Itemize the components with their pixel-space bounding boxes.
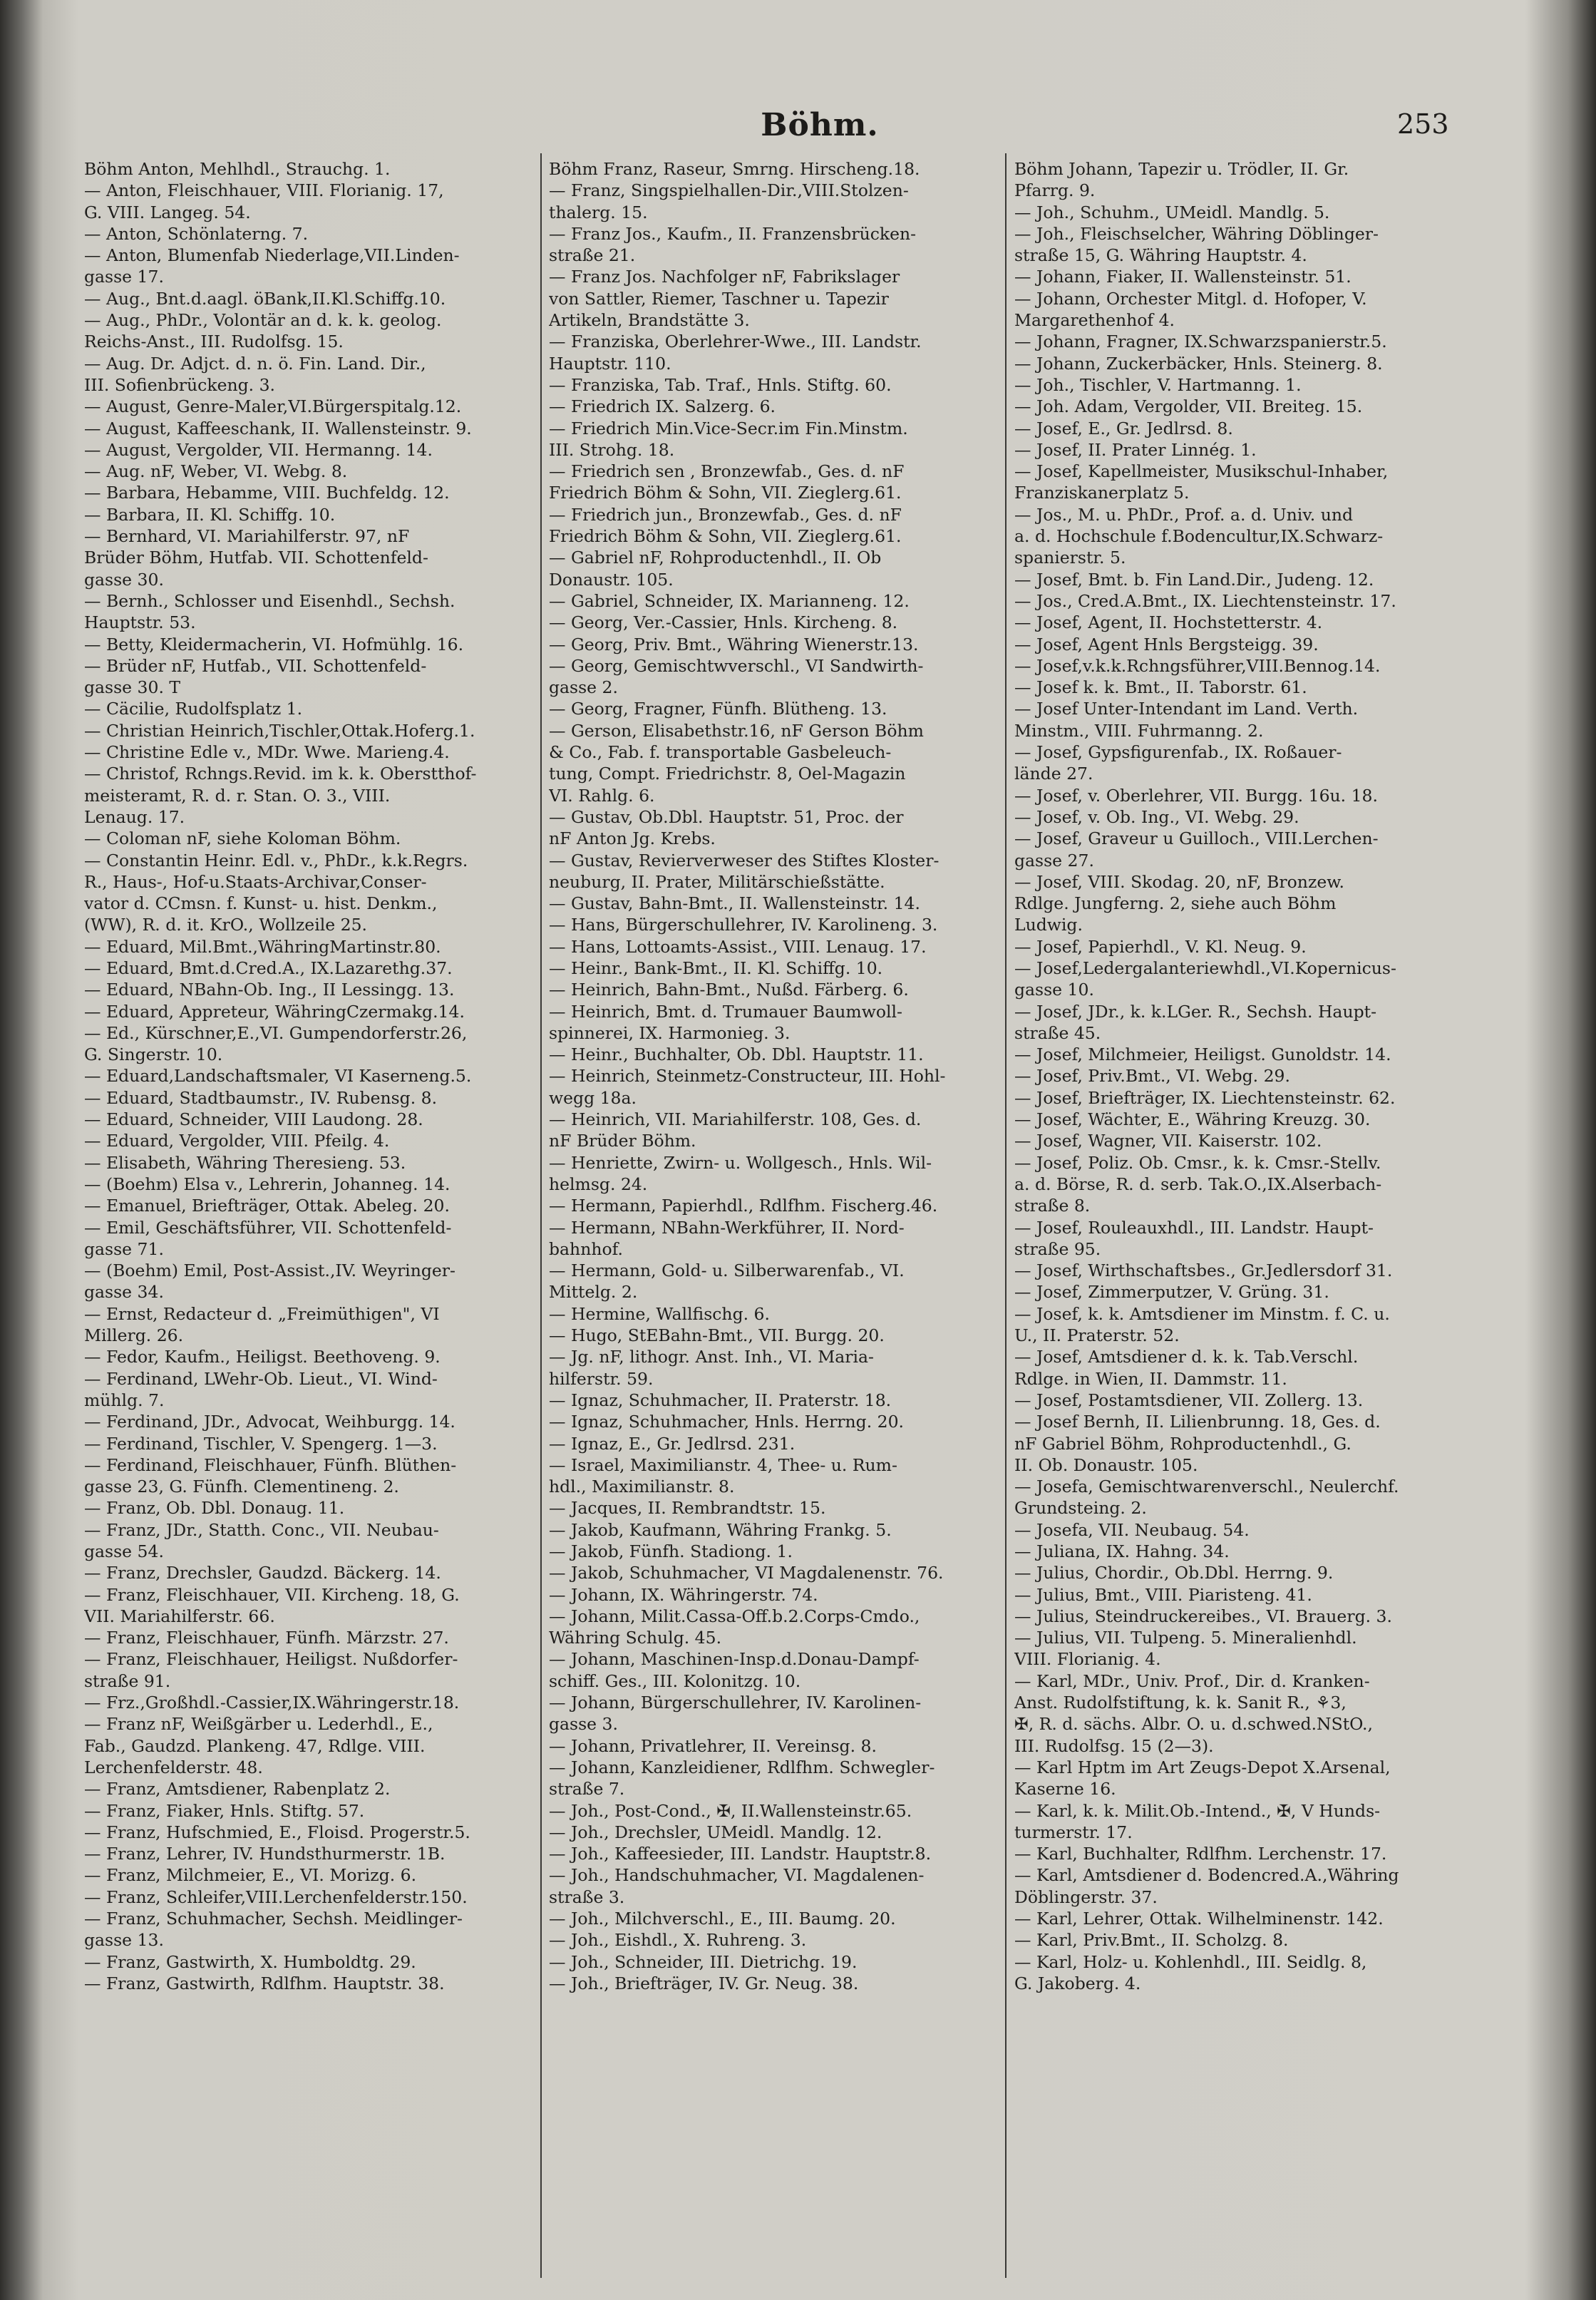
directory-entry-line: Böhm Anton, Mehlhdl., Strauchg. 1. [84, 159, 391, 179]
directory-entry-line: Hauptstr. 53. [84, 612, 196, 633]
directory-entry-line: — Josef, Wächter, E., Währing Kreuzg. 30. [1014, 1109, 1371, 1130]
directory-entry-line: — Gabriel nF, Rohproductenhdl., II. Ob [549, 548, 882, 568]
directory-entry-line: — Joh., Milchverschl., E., III. Baumg. 20. [549, 1909, 896, 1929]
directory-entry-line: VII. Mariahilferstr. 66. [84, 1606, 275, 1626]
directory-entry-line: — Johann, Bürgerschullehrer, IV. Karolinen- [549, 1693, 922, 1713]
directory-entry-line: — Jakob, Fünfh. Stadiong. 1. [549, 1541, 793, 1561]
directory-entry-line: — Anton, Fleischhauer, VIII. Florianig. 17, [84, 180, 444, 201]
directory-entry-line: Rdlge. Jungferng. 2, siehe auch Böhm [1014, 893, 1337, 914]
directory-entry-line: — Cäcilie, Rudolfsplatz 1. [84, 699, 303, 719]
directory-entry-line: — Heinrich, Steinmetz-Constructeur, III. Hohl- [549, 1066, 946, 1087]
directory-entry-line: — Josef, Rouleauxhdl., III. Landstr. Haupt- [1014, 1217, 1374, 1238]
directory-entry-line: — Franz, Ob. Dbl. Donaug. 11. [84, 1498, 345, 1519]
directory-entry-line: — Franz, Gastwirth, Rdlfhm. Hauptstr. 38. [84, 1973, 445, 1993]
directory-entry-line: — Franz, Gastwirth, X. Humboldtg. 29. [84, 1951, 416, 1972]
directory-entry-line: — Ferdinand, Fleischhauer, Fünfh. Blüthen- [84, 1454, 457, 1475]
directory-entry-line: — Coloman nF, siehe Koloman Böhm. [84, 828, 401, 849]
directory-entry-line: (WW), R. d. it. KrO., Wollzeile 25. [84, 915, 367, 935]
directory-entry-line: — Josef, Agent Hnls Bergsteigg. 39. [1014, 634, 1319, 654]
directory-entry-line: Rdlge. in Wien, II. Dammstr. 11. [1014, 1368, 1287, 1389]
directory-entry-line: VI. Rahlg. 6. [549, 785, 655, 806]
directory-entry-line: — Jg. nF, lithogr. Anst. Inh., VI. Maria- [549, 1347, 874, 1367]
directory-entry-line: — Christof, Rchngs.Revid. im k. k. Oberstthof- [84, 764, 477, 784]
directory-entry-line: — Franz nF, Weißgärber u. Lederhdl., E., [84, 1714, 433, 1735]
directory-entry-line: — Josef, Milchmeier, Heiligst. Gunoldstr. 14. [1014, 1044, 1391, 1065]
directory-entry-line: — Brüder nF, Hutfab., VII. Schottenfeld- [84, 655, 427, 676]
directory-entry-line: — Georg, Fragner, Fünfh. Blütheng. 13. [549, 699, 887, 719]
directory-entry-line: — Josef k. k. Bmt., II. Taborstr. 61. [1014, 677, 1307, 698]
directory-entry-line: schiff. Ges., III. Kolonitzg. 10. [549, 1670, 801, 1691]
directory-entry-line: — Josef, E., Gr. Jedlrsd. 8. [1014, 418, 1233, 438]
directory-entry-line: — Eduard, Bmt.d.Cred.A., IX.Lazarethg.37. [84, 958, 453, 978]
directory-entry-line: — Hans, Lottoamts-Assist., VIII. Lenaug. 17. [549, 936, 927, 957]
directory-entry-line: — Julius, Bmt., VIII. Piaristeng. 41. [1014, 1584, 1312, 1605]
directory-entry-line: — Ignaz, E., Gr. Jedlrsd. 231. [549, 1433, 796, 1454]
directory-entry-line: — Eduard, Appreteur, WähringCzermakg.14. [84, 1001, 465, 1022]
directory-entry-line: gasse 13. [84, 1930, 164, 1951]
directory-entry-line: — Friedrich sen , Bronzewfab., Ges. d. nF [549, 461, 905, 482]
directory-entry-line: gasse 30. T [84, 677, 181, 698]
directory-entry-line: — Franz, JDr., Statth. Conc., VII. Neubau- [84, 1519, 439, 1540]
directory-entry-line: — Joh., Eishdl., X. Ruhreng. 3. [549, 1930, 807, 1951]
directory-entry-line: — Anton, Blumenfab Niederlage,VII.Linden- [84, 245, 460, 266]
directory-entry-line: — Georg, Priv. Bmt., Währing Wienerstr.13. [549, 634, 919, 654]
directory-entry-line: spinnerei, IX. Harmonieg. 3. [549, 1022, 791, 1043]
directory-entry-line: — Friedrich Min.Vice-Secr.im Fin.Minstm. [549, 418, 908, 438]
directory-entry-line: — Joh., Drechsler, UMeidl. Mandlg. 12. [549, 1822, 882, 1842]
directory-entry-line: nF Gabriel Böhm, Rohproductenhdl., G. [1014, 1433, 1352, 1454]
directory-entry-line: — Josef, VIII. Skodag. 20, nF, Bronzew. [1014, 871, 1345, 892]
directory-entry-line: helmsg. 24. [549, 1174, 648, 1194]
directory-entry-line: Ludwig. [1014, 915, 1083, 935]
directory-entry-line: & Co., Fab. f. transportable Gasbeleuch- [549, 742, 892, 763]
directory-entry-line: — Joh., Handschuhmacher, VI. Magdalenen- [549, 1865, 925, 1886]
column-divider [540, 153, 542, 2278]
directory-entry-line: bahnhof. [549, 1238, 623, 1259]
directory-entry-line: — August, Vergolder, VII. Hermanng. 14. [84, 439, 433, 460]
directory-entry-line: — Johann, Maschinen-Insp.d.Donau-Dampf- [549, 1649, 920, 1670]
page-number: 253 [1397, 108, 1449, 140]
directory-entry-line: — Barbara, II. Kl. Schiffg. 10. [84, 504, 336, 525]
directory-entry-line: — Josef, Briefträger, IX. Liechtensteinstr. 62. [1014, 1087, 1396, 1108]
directory-entry-line: — Karl, Amtsdiener d. Bodencred.A.,Währing [1014, 1865, 1399, 1886]
directory-entry-line: — Aug. Dr. Adjct. d. n. ö. Fin. Land. Dir., [84, 353, 426, 374]
directory-entry-line: — Karl, Holz- u. Kohlenhdl., III. Seidlg. 8, [1014, 1951, 1367, 1972]
directory-entry-line: — Julius, Steindruckereibes., VI. Brauerg. 3. [1014, 1606, 1392, 1626]
directory-entry-line: — Hugo, StEBahn-Bmt., VII. Burgg. 20. [549, 1325, 885, 1346]
directory-entry-line: — Constantin Heinr. Edl. v., PhDr., k.k.Regrs. [84, 850, 468, 871]
directory-entry-line: lände 27. [1014, 764, 1093, 784]
directory-entry-line: — Josef, Bmt. b. Fin Land.Dir., Judeng. 12. [1014, 569, 1374, 590]
directory-entry-line: gasse 3. [549, 1714, 618, 1735]
directory-entry-line: — Betty, Kleidermacherin, VI. Hofmühlg. 16. [84, 634, 464, 654]
directory-entry-line: — Franz, Lehrer, IV. Hundsthurmerstr. 1B. [84, 1844, 446, 1864]
directory-entry-line: a. d. Hochschule f.Bodencultur,IX.Schwarz- [1014, 526, 1384, 547]
directory-entry-line: von Sattler, Riemer, Taschner u. Tapezir [549, 288, 889, 309]
directory-entry-line: — Josef, Gypsfigurenfab., IX. Roßauer- [1014, 742, 1342, 763]
directory-entry-line: — Josef, Papierhdl., V. Kl. Neug. 9. [1014, 936, 1307, 957]
directory-entry-line: — Gabriel, Schneider, IX. Marianneng. 12. [549, 590, 910, 611]
directory-entry-line: Lerchenfelderstr. 48. [84, 1757, 263, 1777]
directory-entry-line: — Joh., Briefträger, IV. Gr. Neug. 38. [549, 1973, 859, 1993]
directory-entry-line: straße 8. [1014, 1196, 1091, 1216]
directory-entry-line: — Jakob, Kaufmann, Währing Frankg. 5. [549, 1519, 892, 1540]
directory-entry-line: — Franz Jos. Nachfolger nF, Fabrikslager [549, 267, 900, 287]
directory-entry-line: ✠, R. d. sächs. Albr. O. u. d.schwed.NStO., [1014, 1714, 1373, 1735]
directory-entry-line: — Julius, Chordir., Ob.Dbl. Herrng. 9. [1014, 1563, 1334, 1583]
directory-entry-line: straße 95. [1014, 1238, 1101, 1259]
directory-entry-line: — Johann, Orchester Mitgl. d. Hofoper, V. [1014, 288, 1367, 309]
directory-entry-line: — Johann, IX. Währingerstr. 74. [549, 1584, 818, 1605]
directory-entry-line: straße 3. [549, 1886, 625, 1907]
directory-entry-line: — Johann, Privatlehrer, II. Vereinsg. 8. [549, 1735, 877, 1756]
directory-entry-line: — Josef, Postamtsdiener, VII. Zollerg. 13. [1014, 1390, 1364, 1410]
directory-entry-line: — Fedor, Kaufm., Heiligst. Beethoveng. 9. [84, 1347, 441, 1367]
directory-entry-line: — August, Genre-Maler,VI.Bürgerspitalg.12. [84, 396, 462, 417]
directory-entry-line: — Georg, Gemischtwverschl., VI Sandwirth- [549, 655, 924, 676]
directory-entry-line: — Emil, Geschäftsführer, VII. Schottenfeld- [84, 1217, 452, 1238]
directory-entry-line: — Franz, Fiaker, Hnls. Stiftg. 57. [84, 1800, 365, 1821]
directory-entry-line: Minstm., VIII. Fuhrmanng. 2. [1014, 720, 1264, 741]
directory-entry-line: — Franz, Fleischhauer, VII. Kircheng. 18, G. [84, 1584, 460, 1605]
directory-entry-line: — Johann, Fragner, IX.Schwarzspanierstr.5. [1014, 332, 1387, 352]
directory-entry-line: — Joh., Tischler, V. Hartmanng. 1. [1014, 374, 1302, 395]
directory-entry-line: — Franziska, Oberlehrer-Wwe., III. Landstr. [549, 332, 922, 352]
directory-entry-line: — Josef, Agent, II. Hochstetterstr. 4. [1014, 612, 1323, 633]
directory-entry-line: thalerg. 15. [549, 202, 648, 222]
directory-entry-line: — Franz, Drechsler, Gaudzd. Bäckerg. 14. [84, 1563, 441, 1583]
directory-entry-line: — Ferdinand, JDr., Advocat, Weihburgg. 14. [84, 1412, 455, 1432]
directory-entry-line: — Josefa, Gemischtwarenverschl., Neulerchf. [1014, 1477, 1399, 1497]
directory-entry-line: hdl., Maximilianstr. 8. [549, 1477, 735, 1497]
directory-entry-line: — Gerson, Elisabethstr.16, nF Gerson Böhm [549, 720, 924, 741]
directory-entry-line: — Joh., Post-Cond., ✠, II.Wallensteinstr.65. [549, 1800, 912, 1821]
directory-entry-line: — Joh., Schneider, III. Dietrichg. 19. [549, 1951, 858, 1972]
directory-entry-line: — Aug., PhDr., Volontär an d. k. k. geolog. [84, 310, 442, 331]
directory-entry-line: U., II. Praterstr. 52. [1014, 1325, 1180, 1346]
directory-entry-line: — Josef Unter-Intendant im Land. Verth. [1014, 699, 1359, 719]
directory-entry-line: — Hermann, Gold- u. Silberwarenfab., VI. [549, 1261, 905, 1281]
directory-entry-line: Böhm Franz, Raseur, Smrng. Hirscheng.18. [549, 159, 920, 179]
directory-entry-line: VIII. Florianig. 4. [1014, 1649, 1161, 1670]
directory-entry-line: — Jacques, II. Rembrandtstr. 15. [549, 1498, 826, 1519]
directory-entry-line: — Josef, v. Oberlehrer, VII. Burgg. 16u. 18. [1014, 785, 1378, 806]
directory-entry-line: — Josef, Wirthschaftsbes., Gr.Jedlersdorf 31. [1014, 1261, 1393, 1281]
directory-entry-line: G. Singerstr. 10. [84, 1044, 223, 1065]
directory-entry-line: straße 45. [1014, 1022, 1101, 1043]
directory-entry-line: — Karl, Lehrer, Ottak. Wilhelminenstr. 142. [1014, 1909, 1384, 1929]
directory-entry-line: — Georg, Ver.-Cassier, Hnls. Kircheng. 8. [549, 612, 898, 633]
directory-entry-line: — Emanuel, Briefträger, Ottak. Abeleg. 20. [84, 1196, 450, 1216]
directory-entry-line: — Josefa, VII. Neubaug. 54. [1014, 1519, 1250, 1540]
directory-entry-line: Hauptstr. 110. [549, 353, 671, 374]
directory-entry-line: — Eduard, Stadtbaumstr., IV. Rubensg. 8. [84, 1087, 438, 1108]
directory-entry-line: gasse 30. [84, 569, 164, 590]
directory-entry-line: spanierstr. 5. [1014, 548, 1126, 568]
directory-entry-line: — Joh., Schuhm., UMeidl. Mandlg. 5. [1014, 202, 1330, 222]
directory-entry-line: — Joh. Adam, Vergolder, VII. Breiteg. 15. [1014, 396, 1363, 417]
directory-entry-line: — Josef, Kapellmeister, Musikschul-Inhaber, [1014, 461, 1389, 482]
directory-entry-line: Grundsteing. 2. [1014, 1498, 1147, 1519]
directory-entry-line: — Franz, Schleifer,VIII.Lerchenfelderstr.150. [84, 1886, 468, 1907]
directory-entry-line: — Eduard, Schneider, VIII Laudong. 28. [84, 1109, 423, 1130]
directory-entry-line: — Ferdinand, LWehr-Ob. Lieut., VI. Wind- [84, 1368, 438, 1389]
directory-entry-line: — Heinr., Bank-Bmt., II. Kl. Schiffg. 10. [549, 958, 883, 978]
directory-entry-line: — Ferdinand, Tischler, V. Spengerg. 1—3. [84, 1433, 438, 1454]
directory-entry-line: — Josef, Wagner, VII. Kaiserstr. 102. [1014, 1131, 1322, 1151]
directory-entry-line: Millerg. 26. [84, 1325, 184, 1346]
page-header-title: Böhm. [761, 107, 879, 143]
directory-entry-line: — Gustav, Revierverweser des Stiftes Kloster- [549, 850, 939, 871]
directory-entry-line: gasse 2. [549, 677, 618, 698]
directory-entry-line: — Franz, Fleischhauer, Heiligst. Nußdorfer- [84, 1649, 458, 1670]
directory-column-3 [1014, 158, 1485, 2290]
directory-entry-line: — Franz Jos., Kaufm., II. Franzensbrücken- [549, 223, 917, 244]
directory-entry-line: — Friedrich IX. Salzerg. 6. [549, 396, 776, 417]
directory-entry-line: — Josef, Zimmerputzer, V. Grüng. 31. [1014, 1282, 1329, 1303]
directory-entry-line: — Karl, Buchhalter, Rdlfhm. Lerchenstr. 17. [1014, 1844, 1387, 1864]
directory-entry-line: — Josef, JDr., k. k.LGer. R., Sechsh. Haupt- [1014, 1001, 1377, 1022]
directory-entry-line: — Johann, Fiaker, II. Wallensteinstr. 51. [1014, 267, 1352, 287]
directory-entry-line: straße 21. [549, 245, 636, 266]
directory-entry-line: straße 7. [549, 1779, 625, 1800]
directory-entry-line: gasse 54. [84, 1541, 164, 1561]
directory-entry-line: Donaustr. 105. [549, 569, 674, 590]
directory-entry-line: Pfarrg. 9. [1014, 180, 1096, 201]
directory-entry-line: — Anton, Schönlaterng. 7. [84, 223, 309, 244]
directory-entry-line: gasse 10. [1014, 980, 1094, 1000]
directory-entry-line: — Eduard, NBahn-Ob. Ing., II Lessingg. 13. [84, 980, 455, 1000]
directory-entry-line: — Heinrich, Bahn-Bmt., Nußd. Färberg. 6. [549, 980, 909, 1000]
directory-entry-line: — Joh., Kaffeesieder, III. Landstr. Hauptstr.8. [549, 1844, 932, 1864]
directory-entry-line: hilferstr. 59. [549, 1368, 654, 1389]
directory-entry-line: — Hermine, Wallfischg. 6. [549, 1303, 770, 1324]
directory-entry-line: — Jos., M. u. PhDr., Prof. a. d. Univ. und [1014, 504, 1354, 525]
directory-entry-line: Döblingerstr. 37. [1014, 1886, 1158, 1907]
directory-entry-line: a. d. Börse, R. d. serb. Tak.O.,IX.Alserbach- [1014, 1174, 1382, 1194]
directory-entry-line: gasse 17. [84, 267, 164, 287]
directory-entry-line: — Ignaz, Schuhmacher, Hnls. Herrng. 20. [549, 1412, 905, 1432]
directory-entry-line: — Karl Hptm im Art Zeugs-Depot X.Arsenal, [1014, 1757, 1391, 1777]
directory-entry-line: — Karl, MDr., Univ. Prof., Dir. d. Kranken- [1014, 1670, 1370, 1691]
directory-entry-line: mühlg. 7. [84, 1390, 165, 1410]
directory-entry-line: — Heinr., Buchhalter, Ob. Dbl. Hauptstr. 11. [549, 1044, 924, 1065]
directory-entry-line: — Ed., Kürschner,E.,VI. Gumpendorferstr.26, [84, 1022, 468, 1043]
directory-entry-line: — Eduard, Vergolder, VIII. Pfeilg. 4. [84, 1131, 390, 1151]
directory-entry-line: — Israel, Maximilianstr. 4, Thee- u. Rum- [549, 1454, 897, 1475]
directory-entry-line: — Franz, Hufschmied, E., Floisd. Progerstr.5. [84, 1822, 470, 1842]
directory-entry-line: — Josef, Priv.Bmt., VI. Webg. 29. [1014, 1066, 1290, 1087]
directory-entry-line: — Josef,Ledergalanteriewhdl.,VI.Kopernicus- [1014, 958, 1396, 978]
directory-entry-line: — Josef, k. k. Amtsdiener im Minstm. f. C. u. [1014, 1303, 1390, 1324]
directory-entry-line: gasse 71. [84, 1238, 164, 1259]
directory-entry-line: — Gustav, Bahn-Bmt., II. Wallensteinstr. 14. [549, 893, 920, 914]
directory-entry-line: III. Rudolfsg. 15 (2—3). [1014, 1735, 1214, 1756]
directory-entry-line: — Aug. nF, Weber, VI. Webg. 8. [84, 461, 348, 482]
directory-entry-line: wegg 18a. [549, 1087, 637, 1108]
directory-entry-line: — Josef, Amtsdiener d. k. k. Tab.Verschl. [1014, 1347, 1359, 1367]
directory-entry-line: nF Anton Jg. Krebs. [549, 828, 716, 849]
directory-entry-line: Währing Schulg. 45. [549, 1628, 722, 1648]
directory-entry-line: — Eduard, Mil.Bmt.,WähringMartinstr.80. [84, 936, 441, 957]
directory-entry-line: — Joh., Fleischselcher, Währing Döblinger- [1014, 223, 1379, 244]
directory-entry-line: turmerstr. 17. [1014, 1822, 1133, 1842]
directory-entry-line: Anst. Rudolfstiftung, k. k. Sanit R., ⚘3, [1014, 1693, 1347, 1713]
directory-entry-line: — Franz, Schuhmacher, Sechsh. Meidlinger- [84, 1909, 463, 1929]
directory-entry-line: neuburg, II. Prater, Militärschießstätte. [549, 871, 885, 892]
directory-entry-line: — Bernhard, VI. Mariahilferstr. 97, nF [84, 526, 410, 547]
directory-entry-line: — Eduard,Landschaftsmaler, VI Kaserneng.5. [84, 1066, 472, 1087]
directory-entry-line: — Johann, Kanzleidiener, Rdlfhm. Schwegler- [549, 1757, 935, 1777]
directory-entry-line: — Heinrich, VII. Mariahilferstr. 108, Ges. d. [549, 1109, 922, 1130]
directory-entry-line: Margarethenhof 4. [1014, 310, 1175, 331]
directory-entry-line: — Julius, VII. Tulpeng. 5. Mineralienhdl. [1014, 1628, 1357, 1648]
directory-entry-line: Fab., Gaudzd. Plankeng. 47, Rdlge. VIII. [84, 1735, 426, 1756]
directory-entry-line: R., Haus-, Hof-u.Staats-Archivar,Conser- [84, 871, 427, 892]
directory-entry-line: — Henriette, Zwirn- u. Wollgesch., Hnls. Wil- [549, 1152, 932, 1173]
directory-entry-line: — Johann, Zuckerbäcker, Hnls. Steinerg. 8. [1014, 353, 1383, 374]
directory-entry-line: Lenaug. 17. [84, 806, 185, 827]
directory-entry-line: — Franziska, Tab. Traf., Hnls. Stiftg. 60. [549, 374, 892, 395]
directory-entry-line: — Ernst, Redacteur d. „Freimüthigen", VI [84, 1303, 440, 1324]
directory-entry-line: — Christine Edle v., MDr. Wwe. Marieng.4. [84, 742, 450, 763]
directory-entry-line: — Franz, Amtsdiener, Rabenplatz 2. [84, 1779, 391, 1800]
directory-entry-line: — Hans, Bürgerschullehrer, IV. Karolineng. 3. [549, 915, 938, 935]
directory-entry-line: III. Sofienbrückeng. 3. [84, 374, 276, 395]
directory-entry-line: — Christian Heinrich,Tischler,Ottak.Hoferg.1. [84, 720, 475, 741]
directory-entry-line: Artikeln, Brandstätte 3. [549, 310, 750, 331]
directory-column-2 [549, 158, 991, 2290]
directory-entry-line: straße 15, G. Währing Hauptstr. 4. [1014, 245, 1307, 266]
directory-entry-line: Kaserne 16. [1014, 1779, 1116, 1800]
directory-entry-line: — (Boehm) Elsa v., Lehrerin, Johanneg. 14. [84, 1174, 451, 1194]
directory-entry-line: II. Ob. Donaustr. 105. [1014, 1454, 1198, 1475]
directory-entry-line: Friedrich Böhm & Sohn, VII. Zieglerg.61. [549, 526, 902, 547]
directory-entry-line: — Gustav, Ob.Dbl. Hauptstr. 51, Proc. der [549, 806, 904, 827]
directory-entry-line: — Josef Bernh, II. Lilienbrunng. 18, Ges. d. [1014, 1412, 1381, 1432]
directory-entry-line: gasse 34. [84, 1282, 164, 1303]
directory-entry-line: vator d. CCmsn. f. Kunst- u. hist. Denkm., [84, 893, 438, 914]
directory-entry-line: — Jakob, Schuhmacher, VI Magdalenenstr. 76. [549, 1563, 944, 1583]
directory-entry-line: — Juliana, IX. Hahng. 34. [1014, 1541, 1230, 1561]
directory-entry-line: — Josef, Graveur u Guilloch., VIII.Lerchen- [1014, 828, 1379, 849]
directory-column-1 [84, 158, 526, 2290]
directory-entry-line: — Johann, Milit.Cassa-Off.b.2.Corps-Cmdo., [549, 1606, 920, 1626]
directory-entry-line: Böhm Johann, Tapezir u. Trödler, II. Gr. [1014, 159, 1349, 179]
directory-entry-line: Friedrich Böhm & Sohn, VII. Zieglerg.61. [549, 483, 902, 503]
directory-entry-line: — Karl, k. k. Milit.Ob.-Intend., ✠, V Hunds- [1014, 1800, 1381, 1821]
directory-entry-line: Franziskanerplatz 5. [1014, 483, 1190, 503]
directory-entry-line: — Karl, Priv.Bmt., II. Scholzg. 8. [1014, 1930, 1289, 1951]
directory-entry-line: — Bernh., Schlosser und Eisenhdl., Sechsh. [84, 590, 455, 611]
directory-entry-line: — Josef,v.k.k.Rchngsführer,VIII.Bennog.14. [1014, 655, 1381, 676]
directory-entry-line: gasse 27. [1014, 850, 1094, 871]
directory-entry-line: meisteramt, R. d. r. Stan. O. 3., VIII. [84, 785, 391, 806]
directory-entry-line: — Elisabeth, Währing Theresieng. 53. [84, 1152, 406, 1173]
directory-entry-line: — Aug., Bnt.d.aagl. öBank,II.Kl.Schiffg.10. [84, 288, 446, 309]
directory-entry-line: G. Jakoberg. 4. [1014, 1973, 1141, 1993]
directory-entry-line: — Josef, v. Ob. Ing., VI. Webg. 29. [1014, 806, 1299, 827]
directory-entry-line: — Josef, Poliz. Ob. Cmsr., k. k. Cmsr.-Stellv. [1014, 1152, 1381, 1173]
column-divider [1005, 153, 1006, 2278]
directory-entry-line: — Barbara, Hebamme, VIII. Buchfeldg. 12. [84, 483, 450, 503]
directory-entry-line: G. VIII. Langeg. 54. [84, 202, 251, 222]
directory-entry-line: Brüder Böhm, Hutfab. VII. Schottenfeld- [84, 548, 428, 568]
directory-entry-line: Mittelg. 2. [549, 1282, 638, 1303]
directory-entry-line: nF Brüder Böhm. [549, 1131, 696, 1151]
directory-entry-line: — Hermann, Papierhdl., Rdlfhm. Fischerg.46. [549, 1196, 938, 1216]
directory-entry-line: — Hermann, NBahn-Werkführer, II. Nord- [549, 1217, 905, 1238]
directory-entry-line: — Jos., Cred.A.Bmt., IX. Liechtensteinstr. 17. [1014, 590, 1396, 611]
directory-entry-line: Reichs-Anst., III. Rudolfsg. 15. [84, 332, 344, 352]
directory-entry-line: — Heinrich, Bmt. d. Trumauer Baumwoll- [549, 1001, 902, 1022]
directory-entry-line: III. Strohg. 18. [549, 439, 675, 460]
directory-entry-line: — Franz, Singspielhallen-Dir.,VIII.Stolzen- [549, 180, 909, 201]
directory-entry-line: gasse 23, G. Fünfh. Clementineng. 2. [84, 1477, 399, 1497]
directory-entry-line: — August, Kaffeeschank, II. Wallensteinstr. 9. [84, 418, 472, 438]
directory-entry-line: — Josef, II. Prater Linnég. 1. [1014, 439, 1257, 460]
directory-entry-line: — Ignaz, Schuhmacher, II. Praterstr. 18. [549, 1390, 892, 1410]
directory-entry-line: — Franz, Milchmeier, E., VI. Morizg. 6. [84, 1865, 417, 1886]
directory-entry-line: — Frz.,Großhdl.-Cassier,IX.Währingerstr.18. [84, 1693, 460, 1713]
directory-entry-line: — Friedrich jun., Bronzewfab., Ges. d. nF [549, 504, 902, 525]
directory-entry-line: — (Boehm) Emil, Post-Assist.,IV. Weyringer- [84, 1261, 455, 1281]
directory-entry-line: tung, Compt. Friedrichstr. 8, Oel-Magazin [549, 764, 906, 784]
directory-entry-line: straße 91. [84, 1670, 171, 1691]
directory-entry-line: — Franz, Fleischhauer, Fünfh. Märzstr. 27. [84, 1628, 449, 1648]
